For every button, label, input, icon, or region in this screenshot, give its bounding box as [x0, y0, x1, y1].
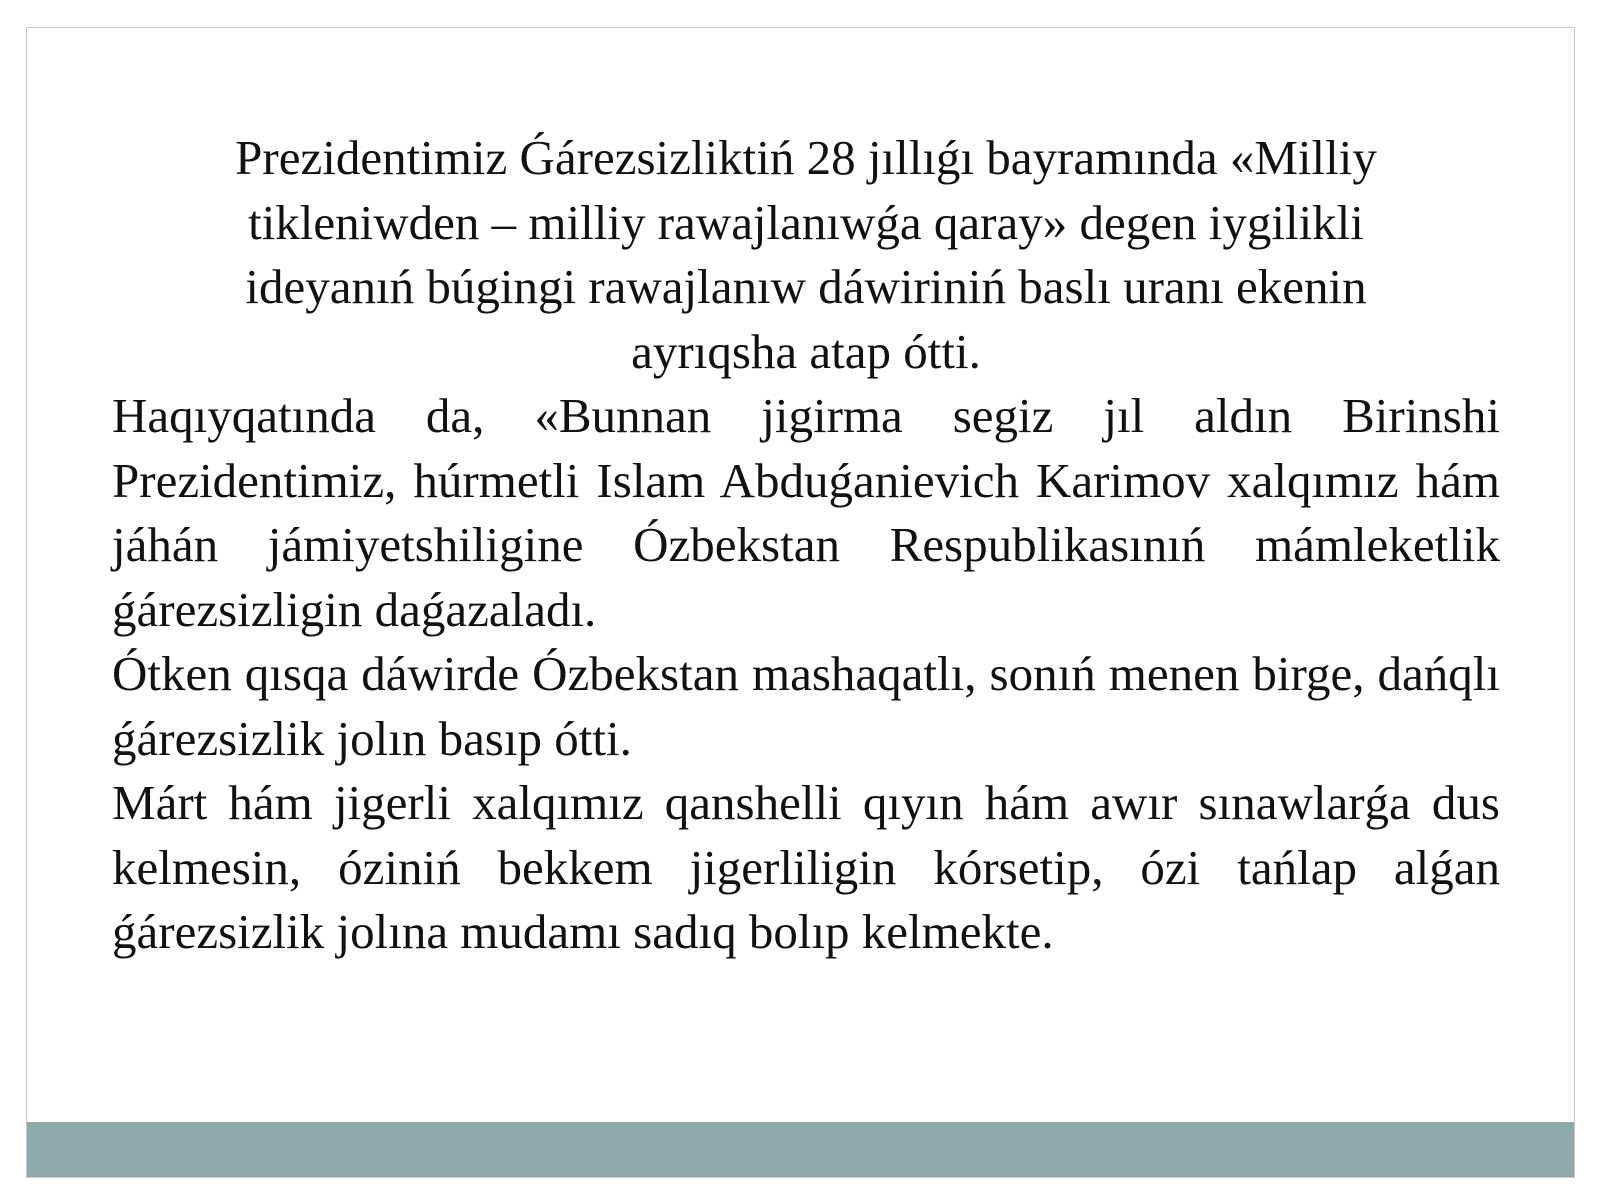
paragraph-independence-path: Ótken qısqa dáwirde Ózbekstan mashaqatlı, sonıń menen birge, dańqlı ǵárezsizlik jolın basıp ótti. — [112, 646, 1500, 766]
paragraph-independence-declaration: Haqıyqatında da, «Bunnan jigirma segiz jıl aldın Birinshi Prezidentimiz, húrmetli Islam Abduǵanievich Karimov xalqımız hám jáhán jámiyetshiligine Ózbekstan Respublikasınıń mámleketlik ǵárezsizligin daǵazaladı. — [112, 388, 1500, 637]
footer-bar — [27, 1122, 1574, 1177]
slide — [26, 27, 1575, 1178]
intro-paragraph: Prezidentimiz Ǵárezsizliktiń 28 jıllıǵı bayramında «Milliy tikleniwden – milliy rawajlanıwǵa qaray» degen iygilikli ideyanıń búgingi rawajlanıw dáwiriniń baslı uranı ekenin ayrıqsha atap ótti. — [235, 130, 1377, 379]
slide-body — [112, 126, 1500, 965]
paragraph-nation-resolve: Márt hám jigerli xalqımız qanshelli qıyın hám awır sınawlarǵa dus kelmesin, óziniń bekkem jigerliligin kórsetip, ózi tańlap alǵan ǵárezsizlik jolına mudamı sadıq bolıp kelmekte. — [112, 775, 1500, 959]
